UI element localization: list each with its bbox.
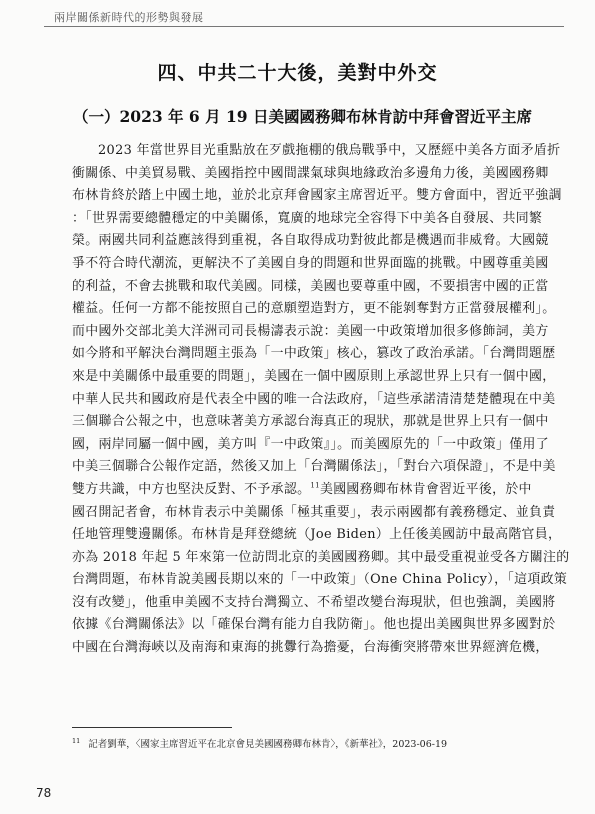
- footnote-reference[interactable]: 11: [310, 481, 320, 490]
- subsection-title: （一）2023 年 6 月 19 日美國國務卿布林肯訪中拜會習近平主席: [73, 107, 532, 126]
- footnote-number: 11: [72, 736, 81, 745]
- body-line: 中華人民共和國政府是代表全中國的唯一合法政府，「這些承諾清清楚楚體現在中美: [72, 391, 556, 407]
- body-line: 而中國外交部北美大洋洲司司長楊濤表示說：美國一中政策增加很多修飾詞，美方: [72, 323, 549, 339]
- body-line: 來是中美關係中最重要的問題」，美國在一個中國原則上承認世界上只有一個中國，: [72, 368, 556, 384]
- body-line: 國召開記者會，布林肯表示中美關係「極其重要」，表示兩國都有義務穩定、並負責: [72, 504, 556, 520]
- footnote: [72, 736, 572, 750]
- body-line: 爭不符合時代潮流，更解決不了美國自身的問題和世界面臨的挑戰。中國尊重美國: [72, 255, 549, 271]
- body-line: 布林肯終於踏上中國土地，並於北京拜會國家主席習近平。雙方會面中，習近平強調: [72, 188, 562, 204]
- body-line-text: 雙方共識，中方也堅決反對、不予承認。: [72, 481, 311, 497]
- body-line: 如今將和平解決台灣問題主張為「一中政策」核心，篡改了政治承諾。「台灣問題歷: [72, 346, 556, 362]
- body-line: 衝關係、中美貿易戰、美國指控中國間諜氣球與地緣政治多邊角力後，美國國務卿: [72, 165, 549, 181]
- body-paragraph: [72, 140, 572, 660]
- body-line: 依據《台灣關係法》以「確保台灣有能力自我防衛」。他也提出美國與世界多國對於: [72, 617, 556, 633]
- running-header: 兩岸關係新時代的形勢與發展: [54, 11, 204, 24]
- body-line: 國，兩岸同屬一個中國，美方叫『一中政策』」。而美國原先的「一中政策」僅用了: [72, 436, 550, 452]
- body-line: 中國在台灣海峽以及南海和東海的挑釁行為擔憂，台海衝突將帶來世界經濟危機，: [72, 640, 549, 656]
- body-line: 2023 年當世界目光重點放在歹戲拖棚的俄烏戰爭中，又歷經中美各方面矛盾折: [98, 143, 561, 158]
- body-line: 沒有改變」，他重申美國不支持台灣獨立、不希望改變台海現狀，但也強調，美國將: [72, 594, 556, 610]
- body-line: 榮。兩國共同利益應該得到重視，各自取得成功對彼此都是機遇而非威脅。大國競: [72, 233, 549, 249]
- body-line: 權益。任何一方都不能按照自己的意願塑造對方，更不能剝奪對方正當發展權利」。: [72, 301, 556, 317]
- page-number: 78: [36, 786, 52, 800]
- footnote-divider: [72, 727, 232, 728]
- body-line: 的利益，不會去挑戰和取代美國。同樣，美國也要尊重中國，不要損害中國的正當: [72, 278, 549, 294]
- body-line: 三個聯合公報之中，也意味著美方承認台海真正的現狀，那就是世界上只有一個中: [72, 414, 549, 430]
- body-line-with-footnote: [72, 479, 572, 502]
- body-line: 亦為 2018 年起 5 年來第一位訪問北京的美國國務卿。其中最受重視並受各方關注的: [72, 549, 570, 565]
- body-line: ：「世界需要總體穩定的中美關係，寬廣的地球完全容得下中美各自發展、共同繁: [72, 210, 543, 226]
- header-rule: [44, 26, 564, 27]
- body-line-tail: 美國國務卿布林肯會習近平後，於中: [319, 481, 532, 497]
- body-line: 任地管理雙邊關係。布林肯是拜登總統（Joe Biden）上任後美國訪中最高階官員，: [72, 527, 562, 543]
- body-line: 中美三個聯合公報作定語，然後又加上「台灣關係法」，「對台六項保證」，不是中美: [72, 459, 556, 475]
- section-title: 四、中共二十大後，美對中外交: [157, 62, 438, 84]
- body-line: 台灣問題，布林肯說美國長期以來的「一中政策」（One China Policy），「這項政策: [72, 572, 568, 588]
- footnote-text: 記者劉華，〈國家主席習近平在北京會見美國國務卿布林肯〉，《新華社》，2023-06-19: [88, 739, 448, 750]
